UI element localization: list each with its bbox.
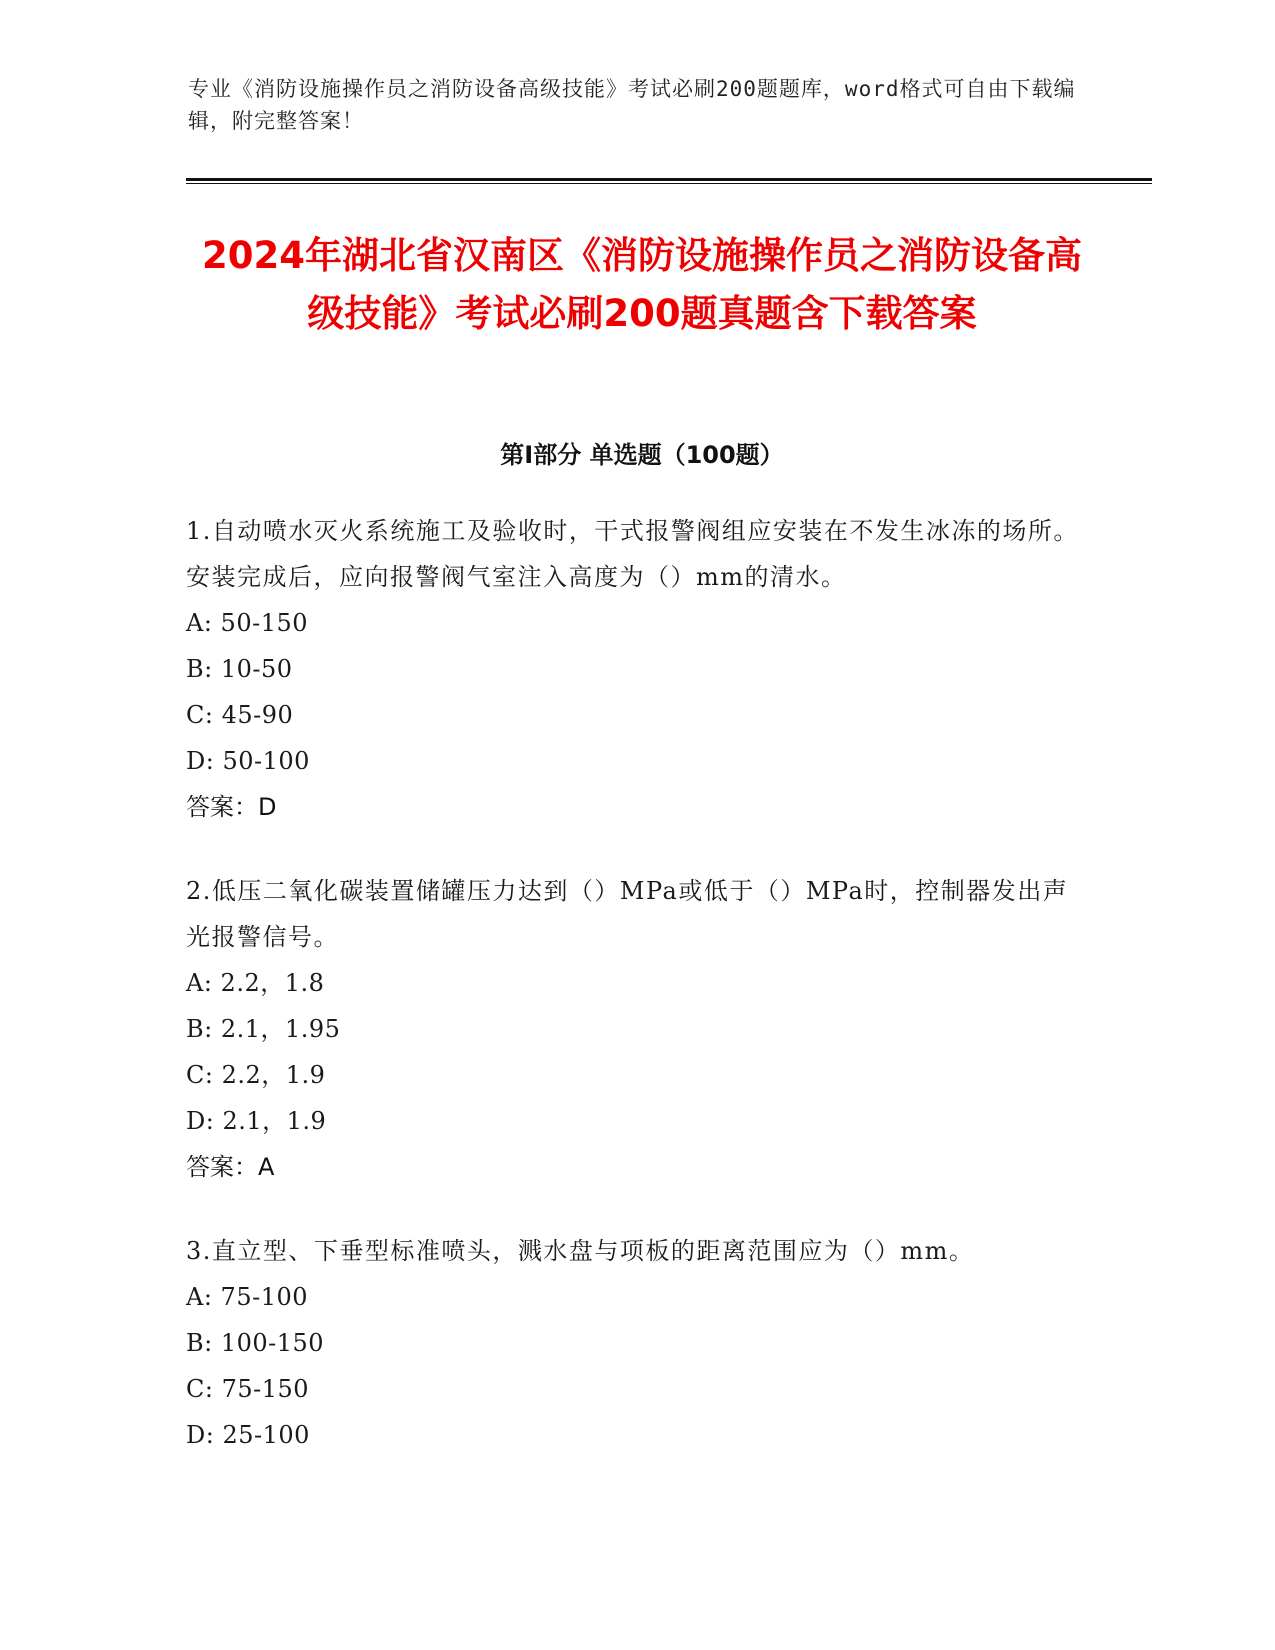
option-c: C: 45-90 [186, 701, 294, 729]
option-d: D: 50-100 [186, 747, 310, 775]
option-a: A: 50-150 [186, 609, 309, 637]
answer: 答案：D [186, 793, 277, 821]
option-d: D: 25-100 [186, 1421, 310, 1449]
question-3 [186, 1228, 1086, 1458]
option-a: A: 75-100 [186, 1283, 309, 1311]
header-divider-thin [186, 183, 1152, 184]
header-note: 专业《消防设施操作员之消防设备高级技能》考试必刷200题题库，word格式可自由下载编辑，附完整答案！ [188, 77, 1076, 133]
question-1 [186, 508, 1086, 830]
question-stem: 3.直立型、下垂型标准喷头，溅水盘与项板的距离范围应为（）mm。 [186, 1237, 975, 1265]
option-c: C: 2.2，1.9 [186, 1061, 326, 1089]
question-stem: 2.低压二氧化碳装置储罐压力达到（）MPa或低于（）MPa时，控制器发出声光报警信号。 [186, 877, 1069, 951]
header-divider-thick [186, 178, 1152, 181]
question-2 [186, 868, 1086, 1190]
option-b: B: 100-150 [186, 1329, 325, 1357]
option-d: D: 2.1，1.9 [186, 1107, 327, 1135]
answer: 答案：A [186, 1153, 275, 1181]
option-b: B: 10-50 [186, 655, 293, 683]
option-c: C: 75-150 [186, 1375, 310, 1403]
document-title: 2024年湖北省汉南区《消防设施操作员之消防设备高级技能》考试必刷200题真题含下载答案 [202, 234, 1082, 335]
section-heading: 第I部分 单选题（100题） [500, 441, 784, 469]
option-a: A: 2.2，1.8 [186, 969, 325, 997]
option-b: B: 2.1，1.95 [186, 1015, 341, 1043]
question-stem: 1.自动喷水灭火系统施工及验收时，干式报警阀组应安装在不发生冰冻的场所。安装完成后，应向报警阀气室注入高度为（）mm的清水。 [186, 517, 1079, 591]
